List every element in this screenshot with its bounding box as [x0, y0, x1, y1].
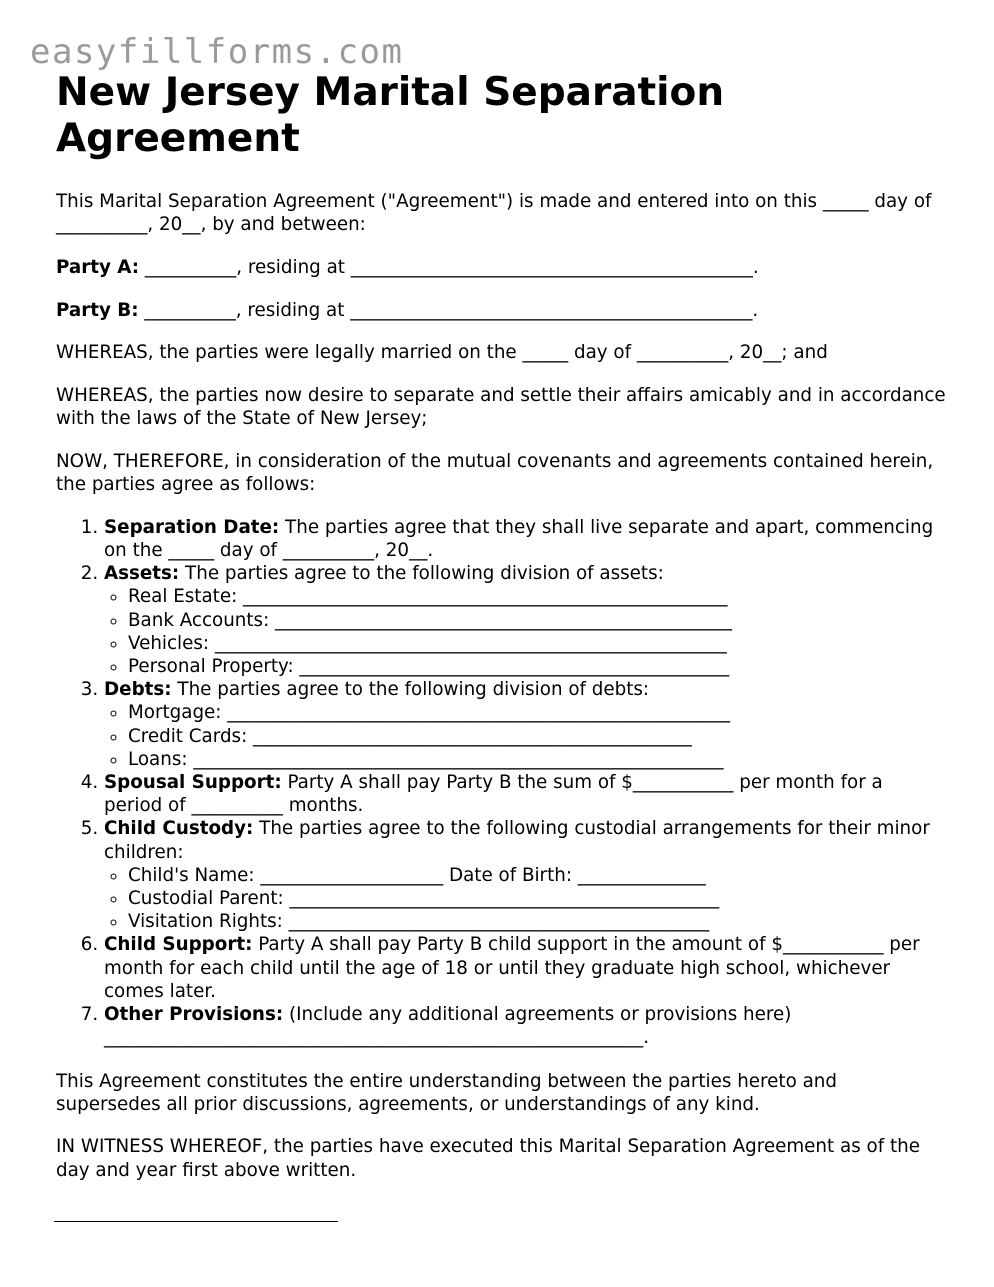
- party-b-label: Party B:: [56, 299, 139, 321]
- agreement-body: [56, 190, 946, 1201]
- whereas-separate: WHEREAS, the parties now desire to separate and settle their affairs amicably and in accordance with the laws of the State of New Jersey;: [56, 385, 946, 430]
- debts-item: [104, 678, 946, 771]
- other-provisions-text: (Include any additional agreements or provisions here) ___________________________________________________________.: [104, 1004, 792, 1049]
- assets-label: Assets:: [104, 563, 180, 585]
- debt-mortgage: ◦ Mortgage: _______________________________________________________: [128, 701, 946, 724]
- asset-personal-property: ◦ Personal Property: _______________________________________________: [128, 655, 946, 678]
- debt-loans: ◦ Loans: __________________________________________________________: [128, 748, 946, 771]
- debts-label: Debts:: [104, 679, 172, 701]
- child-custody-text: The parties agree to the following custodial arrangements for their minor children:: [104, 818, 930, 863]
- debts-text: The parties agree to the following division of debts:: [171, 679, 650, 701]
- page-title: New Jersey Marital Separation Agreement: [56, 70, 725, 161]
- now-therefore: NOW, THEREFORE, in consideration of the mutual covenants and agreements contained herein, the parties agree as follows:: [56, 450, 934, 496]
- intro-paragraph: This Marital Separation Agreement ("Agreement") is made and entered into on this _____ day of __________, 20__, by and between:: [56, 191, 932, 236]
- child-custody-label: Child Custody:: [104, 818, 254, 840]
- assets-item: [104, 562, 946, 678]
- debts-sublist: [104, 701, 946, 771]
- child-support-label: Child Support:: [104, 934, 253, 956]
- whereas-married: WHEREAS, the parties were legally married on the _____ day of __________, 20__; and: [56, 342, 828, 364]
- spousal-support-label: Spousal Support:: [104, 772, 282, 794]
- terms-list: [56, 516, 946, 1050]
- witness-clause: IN WITNESS WHEREOF, the parties have executed this Marital Separation Agreement as of the day and year first above written.: [56, 1136, 920, 1181]
- child-support-text: Party A shall pay Party B child support in the amount of $___________ per month for each child until the age of 18 or until they graduate high school, whichever comes later.: [104, 934, 920, 1002]
- custody-visitation: ◦ Visitation Rights: ______________________________________________: [128, 910, 946, 933]
- party-b-line: [56, 299, 946, 322]
- asset-bank-accounts: ◦ Bank Accounts: __________________________________________________: [128, 609, 946, 632]
- spousal-support-item: [104, 771, 946, 817]
- custody-sublist: [104, 864, 946, 934]
- watermark: easyfillforms.com: [30, 32, 404, 72]
- spousal-support-text: Party A shall pay Party B the sum of $___________ per month for a period of __________ months.: [104, 772, 883, 817]
- separation-date-label: Separation Date:: [104, 516, 280, 538]
- child-support-item: [104, 933, 946, 1003]
- debt-credit-cards: ◦ Credit Cards: ________________________________________________: [128, 725, 946, 748]
- custody-child-name: ◦ Child's Name: ____________________ Date of Birth: ______________: [128, 864, 946, 887]
- other-provisions-label: Other Provisions:: [104, 1004, 284, 1026]
- party-a-text: __________, residing at ____________________________________________.: [139, 256, 759, 278]
- signature-line: [54, 1221, 338, 1222]
- asset-real-estate: ◦ Real Estate: _____________________________________________________: [128, 585, 946, 608]
- assets-sublist: [104, 585, 946, 678]
- assets-text: The parties agree to the following division of assets:: [179, 563, 664, 585]
- child-custody-item: [104, 817, 946, 933]
- party-a-label: Party A:: [56, 256, 140, 278]
- custody-parent: ◦ Custodial Parent: _______________________________________________: [128, 887, 946, 910]
- entire-agreement: This Agreement constitutes the entire understanding between the parties hereto and supersedes all prior discussions, agreements, or understandings of any kind.: [56, 1070, 837, 1115]
- party-a-line: [56, 256, 946, 279]
- asset-vehicles: ◦ Vehicles: ________________________________________________________: [128, 632, 946, 655]
- other-provisions-item: [104, 1003, 946, 1049]
- separation-date-text: The parties agree that they shall live separate and apart, commencing on the _____ day of __________, 20__.: [104, 516, 934, 562]
- party-b-text: __________, residing at ____________________________________________.: [138, 299, 759, 321]
- separation-date-item: [104, 516, 946, 562]
